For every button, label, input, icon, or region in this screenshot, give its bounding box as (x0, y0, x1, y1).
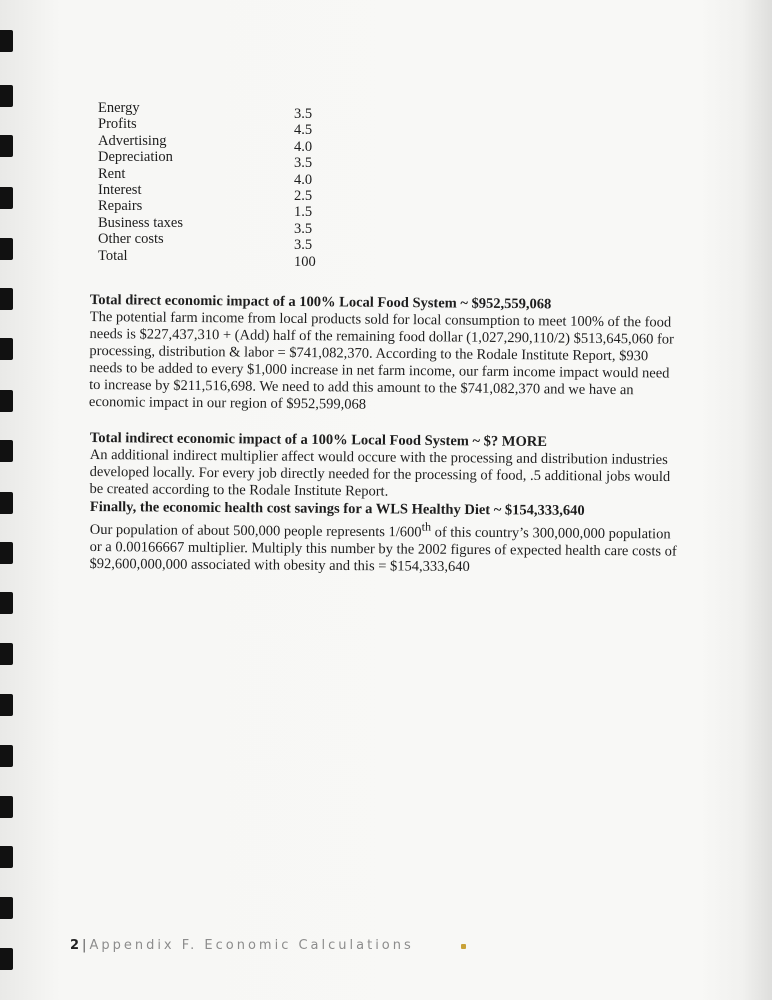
health-savings-title: Finally, the economic health cost savings for a WLS Healthy Diet ~ $154,333,640 (89, 499, 585, 519)
binding-hole (0, 694, 13, 716)
cost-value: 3.5 (294, 220, 313, 237)
spiral-binding (0, 0, 14, 1000)
cost-row (98, 116, 338, 139)
binding-hole (0, 288, 13, 310)
cost-value: 4.5 (294, 122, 313, 139)
binding-hole (0, 187, 13, 209)
cost-label: Profits (98, 116, 137, 133)
cost-row (98, 132, 338, 155)
page-number: 2 (70, 938, 80, 953)
cost-label: Rent (98, 165, 126, 182)
cost-label: Advertising (98, 132, 167, 149)
binding-hole (0, 238, 13, 260)
cost-value: 4.0 (294, 171, 313, 188)
indirect-impact-title: Total indirect economic impact of a 100% Local Food System ~ $? MORE (89, 430, 547, 450)
direct-impact-body: The potential farm income from local products sold for local consumption to meet 100% of the food needs is $227,437,310 + (Add) half of the remaining food dollar (1,027,290,110/2) $513,645,060 for processing, distribution & labor = $741,082,370. According to the Rodale Institute Report, $930 needs to be added to every $1,000 increase in net farm income, our farm income impact would need to increase by $211,516,698. We need to add this amount to the $741,082,370 and we have an economic impact in our region of $952,599,068 (88, 308, 674, 413)
cost-row (98, 165, 338, 188)
cost-label: Energy (98, 100, 140, 116)
page-footer (70, 938, 414, 953)
binding-hole (0, 338, 13, 360)
ordinal-superscript: th (421, 519, 432, 534)
cost-breakdown-table (98, 100, 338, 270)
cost-label: Depreciation (98, 149, 173, 166)
binding-hole (0, 542, 13, 564)
direct-impact-title: Total direct economic impact of a 100% Local Food System ~ $952,559,068 (89, 292, 552, 313)
binding-hole (0, 135, 13, 157)
direct-impact-section (89, 292, 680, 417)
footer-separator: | (82, 938, 87, 953)
cost-label: Repairs (98, 198, 143, 215)
cost-value: 1.5 (294, 204, 313, 221)
indirect-impact-body: An additional indirect multiplier affect would occure with the processing and distribution industries developed locally. For every job directly needed for the processing of food, .5 additional jobs would be created according to the Rodale Institute Report. (89, 446, 671, 500)
binding-hole (0, 440, 13, 462)
cost-value: 100 (294, 253, 316, 270)
cost-label: Business taxes (98, 214, 183, 231)
cost-label: Interest (98, 181, 142, 198)
page-edge-shadow (742, 0, 772, 1000)
binding-hole (0, 846, 13, 868)
binding-hole (0, 85, 13, 107)
binding-hole (0, 897, 13, 919)
cost-value: 2.5 (294, 187, 313, 204)
binding-hole (0, 948, 13, 970)
binding-hole (0, 643, 13, 665)
health-savings-section (89, 499, 680, 577)
binding-hole (0, 592, 13, 614)
footer-title: Appendix F. Economic Calculations (89, 938, 414, 953)
health-savings-body (89, 516, 679, 577)
health-body-part-1: Our population of about 500,000 people represents 1/600 (89, 521, 422, 541)
binding-hole (0, 30, 13, 52)
binding-hole (0, 796, 13, 818)
cost-value: 3.5 (294, 106, 313, 122)
cost-value: 3.5 (294, 155, 313, 172)
binding-hole (0, 492, 13, 514)
cost-row (98, 247, 338, 270)
cost-value: 4.0 (294, 138, 313, 155)
health-body-part-2: of this country’s 300,000,000 population or a 0.00166667 multiplier. Multiply this number by the 2002 figures of expected health care costs of $92,600,000,000 associated with obesity and this = $154,333,640 (89, 524, 677, 575)
cost-row (98, 214, 338, 237)
cost-row (98, 181, 338, 204)
cost-value: 3.5 (294, 237, 313, 254)
cost-row (98, 100, 338, 122)
decorative-mark-icon (461, 944, 466, 949)
cost-row (98, 149, 338, 172)
indirect-impact-section (89, 430, 680, 503)
cost-label: Other costs (98, 231, 164, 248)
cost-label: Total (98, 247, 128, 264)
binding-hole (0, 745, 13, 767)
cost-row (98, 198, 338, 221)
binding-hole (0, 390, 13, 412)
cost-row (98, 231, 338, 254)
